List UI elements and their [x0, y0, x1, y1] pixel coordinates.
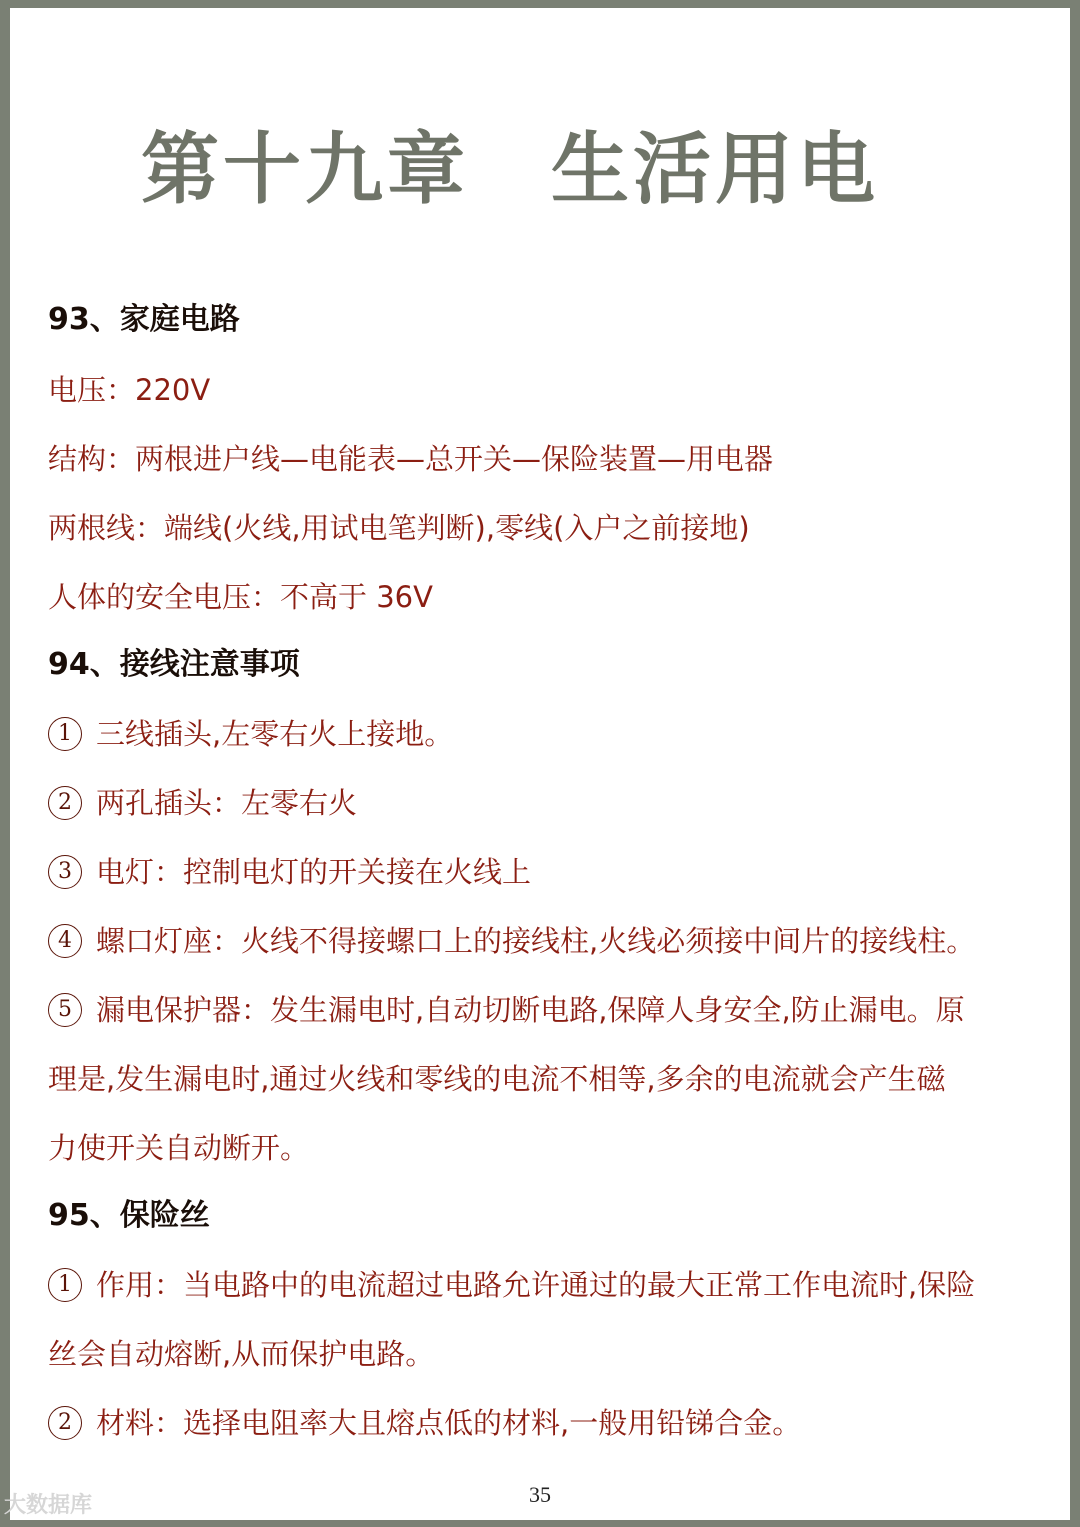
circled-number: 1: [48, 1268, 82, 1302]
circled-number: 5: [48, 993, 82, 1027]
list-item-continuation: 力使开关自动断开。: [48, 1131, 310, 1165]
list-item: [48, 1403, 801, 1443]
list-item: [48, 714, 453, 754]
circled-number: 2: [48, 786, 82, 820]
section-heading-95: 95、保险丝: [48, 1198, 210, 1233]
list-item-text: 漏电保护器：发生漏电时,自动切断电路,保障人身安全,防止漏电。原: [96, 993, 965, 1027]
chapter-title: 第十九章 生活用电: [140, 125, 879, 215]
watermark: 大数据库: [4, 1493, 93, 1518]
list-item: [48, 990, 965, 1030]
list-item-text: 三线插头,左零右火上接地。: [96, 717, 454, 751]
circled-number: 2: [48, 1406, 82, 1440]
structure-line: 结构：两根进户线—电能表—总开关—保险装置—用电器: [48, 442, 774, 476]
list-item-text: 电灯：控制电灯的开关接在火线上: [96, 855, 532, 889]
list-item-text: 螺口灯座：火线不得接螺口上的接线柱,火线必须接中间片的接线柱。: [96, 924, 976, 958]
circled-number: 3: [48, 855, 82, 889]
circled-number: 1: [48, 717, 82, 751]
list-item-text: 两孔插头：左零右火: [96, 786, 358, 820]
list-item: [48, 1265, 975, 1305]
list-item-text: 作用：当电路中的电流超过电路允许通过的最大正常工作电流时,保险: [96, 1268, 976, 1302]
voltage-line: 电压：220V: [48, 373, 211, 407]
list-item-continuation: 丝会自动熔断,从而保护电路。: [48, 1337, 435, 1371]
wires-line: 两根线：端线(火线,用试电笔判断),零线(入户之前接地): [48, 511, 750, 545]
circled-number: 4: [48, 924, 82, 958]
document-page: [10, 8, 1070, 1520]
page-number: 35: [529, 1482, 551, 1507]
list-item: [48, 852, 531, 892]
list-item: [48, 783, 357, 823]
section-heading-94: 94、接线注意事项: [48, 647, 300, 682]
list-item-continuation: 理是,发生漏电时,通过火线和零线的电流不相等,多余的电流就会产生磁: [48, 1062, 946, 1096]
list-item-text: 材料：选择电阻率大且熔点低的材料,一般用铅锑合金。: [96, 1406, 802, 1440]
section-heading-93: 93、家庭电路: [48, 302, 240, 337]
list-item: [48, 921, 975, 961]
safe-voltage-line: 人体的安全电压：不高于 36V: [48, 580, 433, 614]
